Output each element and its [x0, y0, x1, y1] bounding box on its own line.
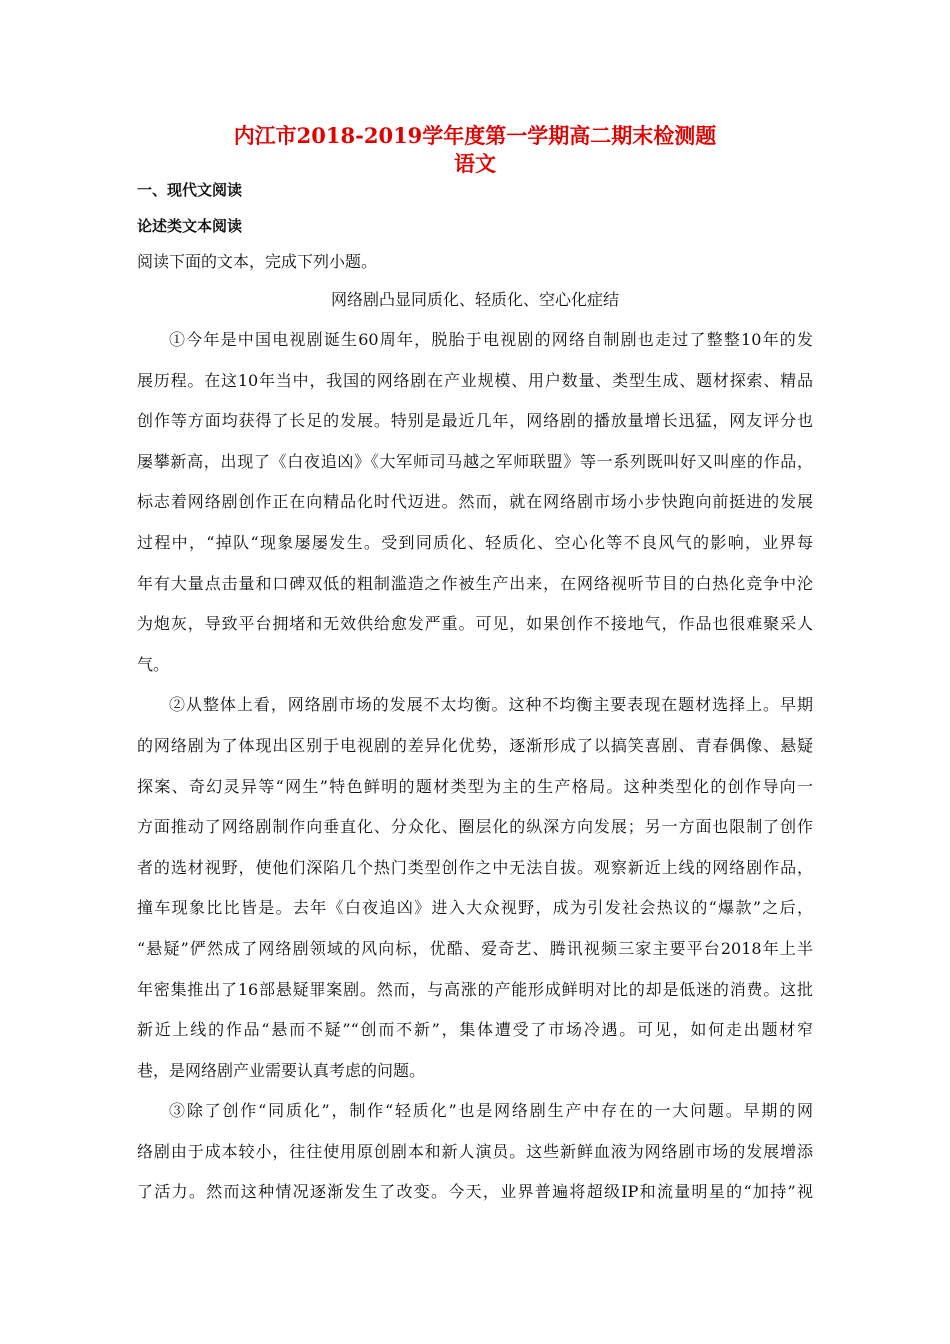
article-title: 网络剧凸显同质化、轻质化、空心化症结 — [330, 290, 619, 309]
reading-instruction: 阅读下面的文本，完成下列小题。 — [137, 252, 378, 271]
paragraph-line: 巷，是网络剧产业需要认真考虑的问题。 — [137, 1060, 426, 1080]
paragraph-line: 为炮灰，导致平台拥堵和无效供给愈发严重。可见，如果创作不接地气，作品也很难聚采人 — [137, 614, 813, 634]
paragraph-line: ③除了创作“同质化”，制作“轻质化”也是网络剧生产中存在的一大问题。早期的网 — [169, 1101, 813, 1121]
paragraph-line: 方面推动了网络剧制作向垂直化、分众化、圈层化的纵深方向发展；另一方面也限制了创作 — [137, 817, 813, 837]
paragraph-line: ①今年是中国电视剧诞生60周年，脱胎于电视剧的网络自制剧也走过了整整10年的发 — [169, 330, 813, 349]
paragraph-line: 年密集推出了16部悬疑罪案剧。然而，与高涨的产能形成鲜明对比的却是低迷的消费。这批 — [137, 979, 813, 999]
article-body — [137, 320, 813, 1213]
paragraph-line: 络剧由于成本较小，往往使用原创剧本和新人演员。这些新鲜血液为网络剧市场的发展增添 — [137, 1141, 813, 1161]
paragraph-line: 创作等方面均获得了长足的发展。特别是最近几年，网络剧的播放量增长迅猛，网友评分也 — [137, 411, 813, 431]
paragraph-line: 新近上线的作品“悬而不疑”“创而不新”，集体遭受了市场冷遇。可见，如何走出题材窄 — [137, 1020, 813, 1040]
document-title — [0, 122, 950, 178]
paragraph-line: 屡攀新高，出现了《白夜追凶》《大军师司马越之军师联盟》等一系列既叫好又叫座的作品， — [137, 451, 813, 471]
paragraph-line: “悬疑”俨然成了网络剧领域的风向标，优酷、爱奇艺、腾讯视频三家主要平台2018年上半 — [137, 938, 813, 958]
article-paragraph — [137, 1091, 813, 1213]
paragraph-line: 了活力。然而这种情况逐渐发生了改变。今天，业界普遍将超级IP和流量明星的“加持”视 — [137, 1182, 813, 1202]
section-subheading: 论述类文本阅读 — [137, 217, 243, 235]
article-paragraph — [137, 320, 813, 685]
document-body — [137, 172, 813, 1213]
paragraph-line: 标志着网络剧创作正在向精品化时代迈进。然而，就在网络剧市场小步快跑向前挺进的发展 — [137, 492, 813, 512]
title-line-1: 内江市2018-2019学年度第一学期高二期末检测题 — [233, 123, 717, 148]
paragraph-line: 气。 — [137, 654, 170, 674]
section-heading: 一、现代文阅读 — [137, 181, 243, 199]
paragraph-line: 的网络剧为了体现出区别于电视剧的差异化优势，逐渐形成了以搞笑喜剧、青春偶像、悬疑 — [137, 735, 813, 755]
paragraph-line: ②从整体上看，网络剧市场的发展不太均衡。这种不均衡主要表现在题材选择上。早期 — [169, 695, 813, 715]
paragraph-line: 展历程。在这10年当中，我国的网络剧在产业规模、用户数量、类型生成、题材探索、精品 — [137, 370, 813, 390]
article-paragraph — [137, 685, 813, 1091]
title-line-2: 语文 — [454, 151, 496, 176]
paragraph-line: 探案、奇幻灵异等“网生”特色鲜明的题材类型为主的生产格局。这种类型化的创作导向一 — [137, 776, 813, 796]
paragraph-line: 撞车现象比比皆是。去年《白夜追凶》进入大众视野，成为引发社会热议的“爆款”之后， — [137, 898, 813, 918]
paragraph-line: 过程中，“掉队“现象屡屡发生。受到同质化、轻质化、空心化等不良风气的影响，业界每 — [137, 532, 813, 552]
paragraph-line: 年有大量点击量和口碑双低的粗制滥造之作被生产出来，在网络视听节目的白热化竞争中沦 — [137, 573, 813, 593]
paragraph-line: 者的选材视野，使他们深陷几个热门类型创作之中无法自拔。观察新近上线的网络剧作品， — [137, 857, 813, 877]
